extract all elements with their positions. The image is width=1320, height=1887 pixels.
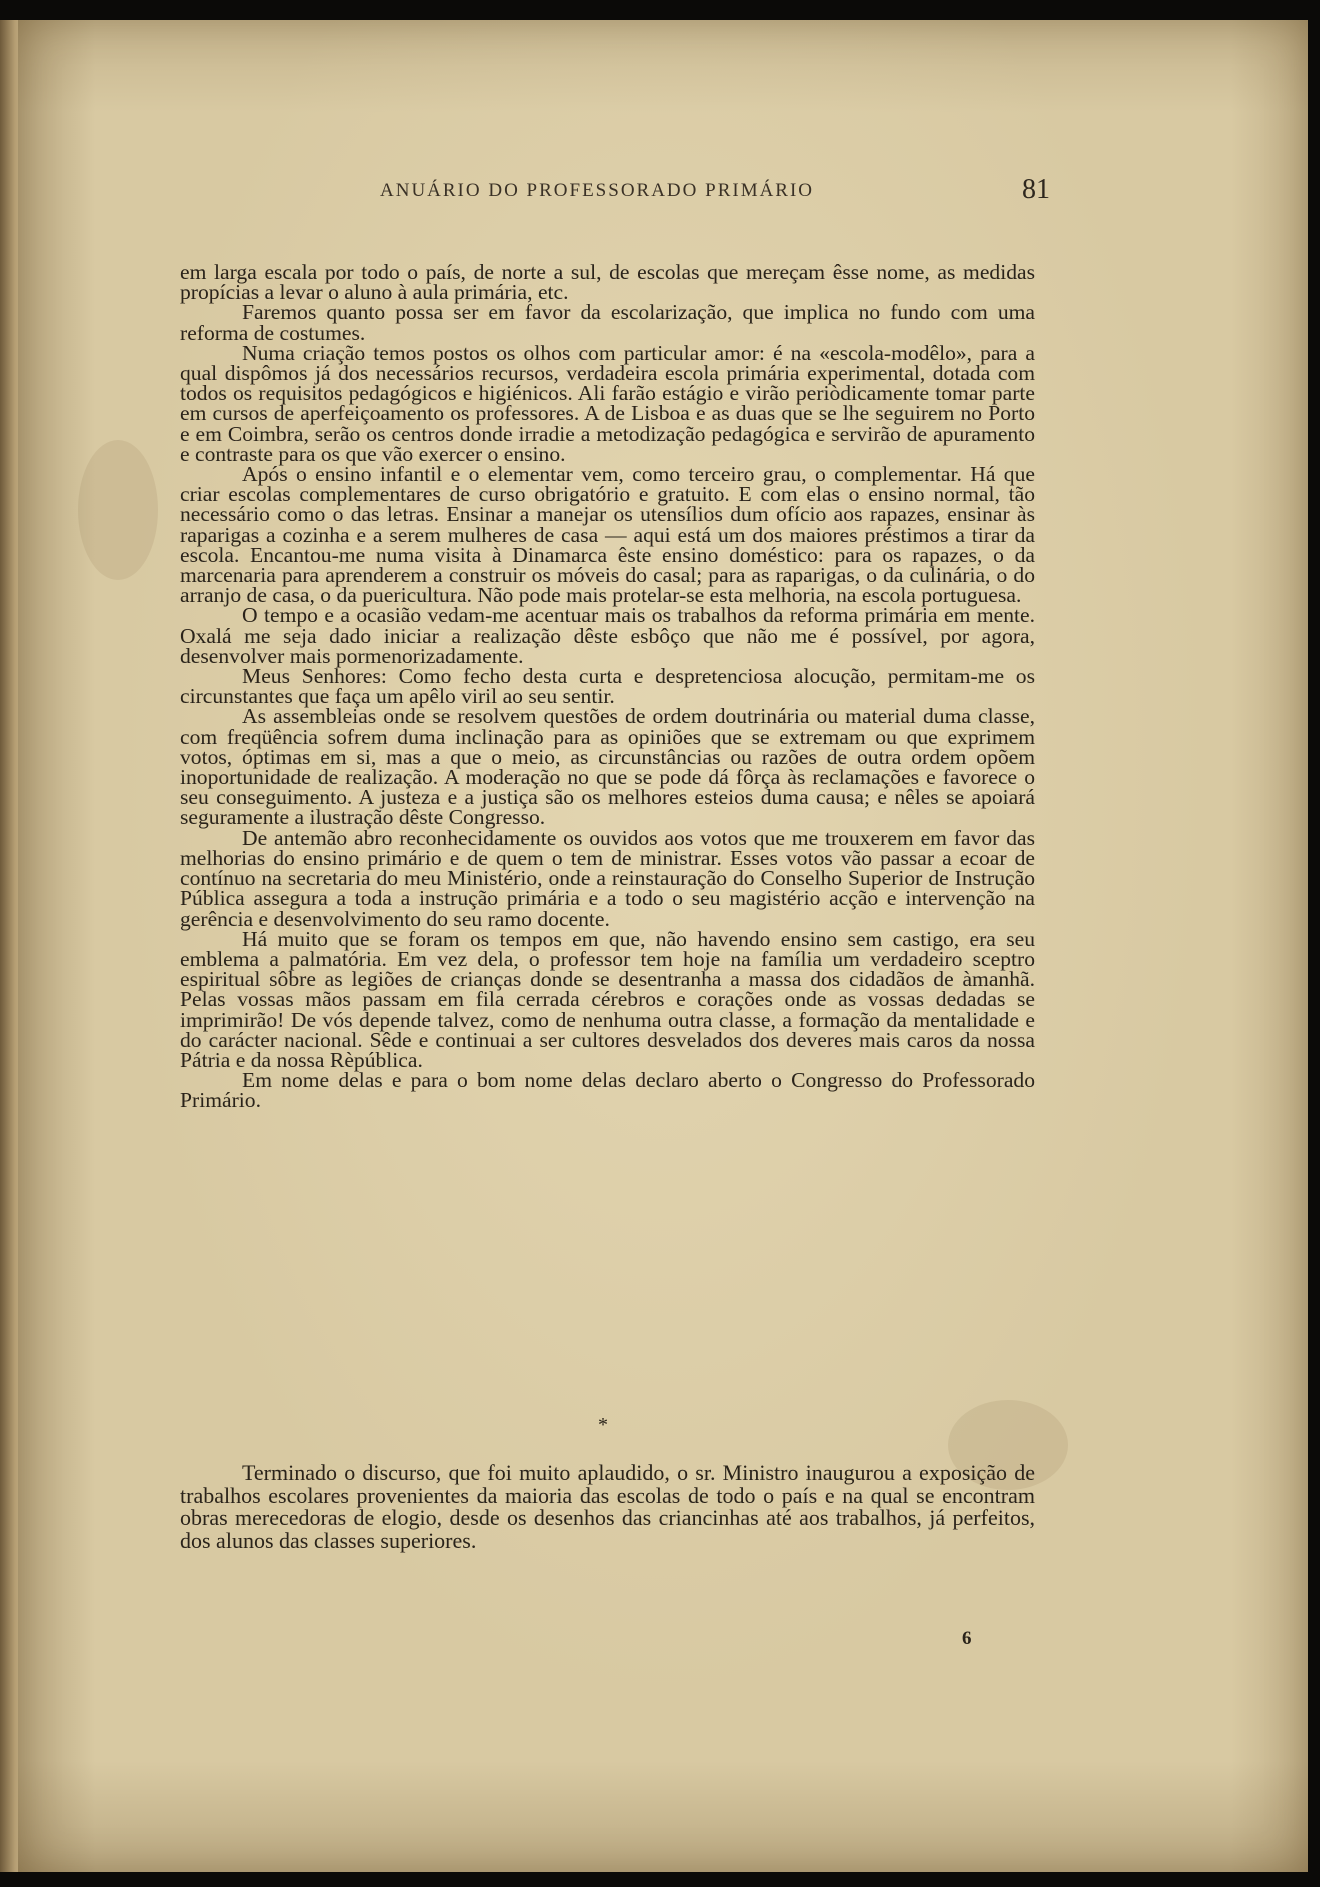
closing-paragraph: Terminado o discurso, que foi muito aplaudido, o sr. Ministro inaugurou a exposição de trabalhos escolares provenientes da maioria das escolas de todo o país e na qual se encontram obras merecedoras de elogio, desde os desenhos das criancinhas até aos trabalhos, já perfeitos, dos alunos das classes superiores. bbox=[180, 1460, 1035, 1553]
paragraph: Em nome delas e para o bom nome delas declaro aberto o Congresso do Professorado Primário. bbox=[180, 1068, 1035, 1113]
paragraph: Há muito que se foram os tempos em que, não havendo ensino sem castigo, era seu emblema a palmatória. Em vez dela, o professor tem hoje na família um verdadeiro sceptro espiritual sôbre as legiões de crianças donde se desentranha a massa dos cidadãos de àmanhã. Pelas vossas mãos passam em fila cerrada cérebros e corações onde as vossas dedadas se imprimirão! De vós depende talvez, como de nenhuma outra classe, a formação da mentalidade e do carácter nacional. Sêde e continuai a ser cultores desvelados dos deveres mais caros da nossa Pátria e da nossa Rèpública. bbox=[180, 926, 1035, 1072]
signature-mark: 6 bbox=[962, 1628, 972, 1649]
section-separator: * bbox=[598, 1414, 608, 1436]
body-text bbox=[180, 262, 1035, 1111]
page-number: 81 bbox=[1022, 174, 1050, 205]
paragraph: Faremos quanto possa ser em favor da escolarização, que implica no fundo com uma reforma de costumes. bbox=[180, 300, 1035, 345]
paragraph: Após o ensino infantil e o elementar vem, como terceiro grau, o complementar. Há que criar escolas complementares de curso obrigatório e gratuito. E com elas o ensino normal, tão necessário como o das letras. Ensinar a manejar os utensílios dum ofício aos rapazes, ensinar às raparigas a cozinha e a serem mulheres de casa — aqui está um dos maiores préstimos a tirar da escola. Encantou-me numa visita à Dinamarca êste ensino doméstico: para os rapazes, o da marcenaria para aprenderem a construir os móveis do casal; para as raparigas, o da culinária, o do arranjo de casa, o da puericultura. Não pode mais protelar-se esta melhoria, na escola portuguesa. bbox=[180, 462, 1035, 608]
paragraph: em larga escala por todo o país, de norte a sul, de escolas que mereçam êsse nome, as medidas propícias a levar o aluno à aula primária, etc. bbox=[180, 260, 1035, 305]
running-title: ANUÁRIO DO PROFESSORADO PRIMÁRIO bbox=[380, 180, 815, 201]
paragraph: Numa criação temos postos os olhos com particular amor: é na «escola-modêlo», para a qual dispômos já dos necessários recursos, verdadeira escola primária experimental, dotada com todos os requisitos pedagógicos e higiénicos. Ali farão estágio e virão periòdicamente tomar parte em cursos de aperfeiçoamento os professores. A de Lisboa e as duas que se lhe seguirem no Porto e em Coimbra, serão os centros donde irradie a metodização pedagógica e servirão de apuramento e contraste para os que vão exercer o ensino. bbox=[180, 340, 1035, 466]
closing-text bbox=[180, 1462, 1035, 1552]
paper-stain bbox=[78, 440, 158, 580]
paragraph: Meus Senhores: Como fecho desta curta e despretenciosa alocução, permitam-me os circunstantes que faça um apêlo viril ao seu sentir. bbox=[180, 664, 1035, 709]
paragraph: O tempo e a ocasião vedam-me acentuar mais os trabalhos da reforma primária em mente. Oxalá me seja dado iniciar a realização dêste esbôço que não me é possível, por agora, desenvolver mais pormenorizadamente. bbox=[180, 603, 1035, 668]
paragraph: De antemão abro reconhecidamente os ouvidos aos votos que me trouxerem em favor das melhorias do ensino primário e de quem o tem de ministrar. Esses votos vão passar a ecoar de contínuo na secretaria do meu Ministério, onde a reinstauração do Conselho Superior de Instrução Pública assegura a toda a instrução primária e a todo o seu magistério acção e intervenção na gerência e desenvolvimento do seu ramo docente. bbox=[180, 825, 1035, 931]
paragraph: As assembleias onde se resolvem questões de ordem doutrinária ou material duma classe, com freqüência sofrem duma inclinação para as opiniões que se extremam ou que exprimem votos, óptimas em si, mas a que o meio, as circunstâncias ou razões de outra ordem opõem inoportunidade de realização. A moderação no que se pode dá fôrça às reclamações e favorece o seu conseguimento. A justeza e a justiça são os melhores esteios duma causa; e nêles se apoiará seguramente a ilustração dêste Congresso. bbox=[180, 704, 1035, 830]
page-header bbox=[200, 172, 1050, 212]
